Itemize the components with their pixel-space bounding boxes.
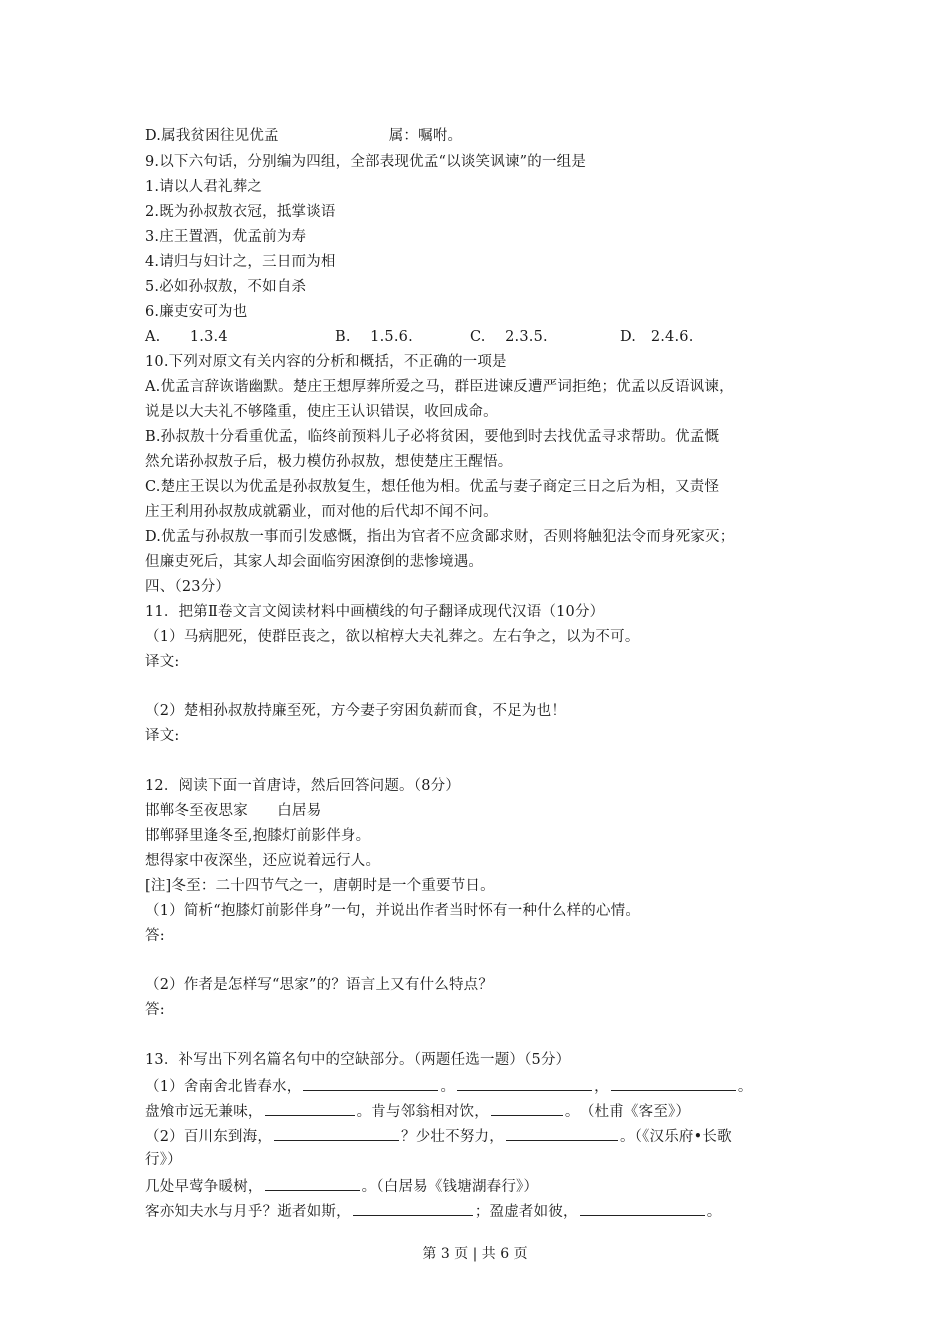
q10-stem: 10.下列对原文有关内容的分析和概括，不正确的一项是 [145,354,507,370]
fill-blank[interactable] [303,1075,438,1091]
q10-line: D.优孟与孙叔敖一事而引发感慨，指出为官者不应贪鄙求财，否则将触犯法令而身死家灭； [145,529,735,545]
q10-line: 然允诺孙叔敖子后，极力模仿孙叔敖，想使楚庄王醒悟。 [145,454,513,470]
q9-item: 5.必如孙叔敖，不如自杀 [145,279,307,295]
fill-blank[interactable] [457,1075,592,1091]
q12-poem-line: 想得家中夜深坐，还应说着远行人。 [145,853,381,869]
q12-answer-label-1: 答: [145,928,165,944]
q9-option-d: D. 2.4.6. [620,329,694,345]
q9-options [145,327,694,347]
fill-blank[interactable] [274,1125,399,1141]
q10-line: 说是以大夫礼不够隆重，使庄王认识错误，收回成命。 [145,404,498,420]
fill-blank[interactable] [611,1075,736,1091]
q13-line: （2）百川东到海， ？少壮不努力， 。（《汉乐府•长歌 [145,1125,732,1147]
q9-option-b: B. 1.5.6. [335,329,413,345]
q9-option-c: C. 2.3.5. [470,329,548,345]
q9-item: 1.请以人君礼葬之 [145,179,263,195]
q13-line: 行》） [145,1152,182,1168]
q10-line: C.楚庄王误以为优孟是孙叔敖复生，想任他为相。优孟与妻子商定三日之后为相，又责怪 [145,479,720,495]
q12-poem-line: 邯郸驿里逢冬至,抱膝灯前影伴身。 [145,828,371,844]
q9-item: 2.既为孙叔敖衣冠，抵掌谈语 [145,204,336,220]
q11-sentence-1: （1）马病肥死，使群臣丧之，欲以棺椁大夫礼葬之。左右争之，以为不可。 [145,629,640,645]
fill-blank[interactable] [265,1175,360,1191]
q12-subquestion-1: （1）简析“抱膝灯前影伴身”一句，并说出作者当时怀有一种什么样的心情。 [145,903,641,919]
page-footer: 第 3 页 | 共 6 页 [422,1246,528,1262]
q12-stem: 12．阅读下面一首唐诗，然后回答问题。（8分） [145,778,461,794]
q8-option-d-gloss: 属：嘱咐。 [388,128,463,144]
q11-answer-label-2: 译文: [145,728,180,744]
fill-blank[interactable] [491,1100,563,1116]
q9-item: 4.请归与妇计之，三日而为相 [145,254,336,270]
q10-line: A.优孟言辞诙谐幽默。楚庄王想厚葬所爱之马，群臣进谏反遭严词拒绝；优孟以反语讽谏， [145,379,734,395]
q9-item: 6.廉吏安可为也 [145,304,248,320]
fill-blank[interactable] [580,1200,705,1216]
fill-blank[interactable] [506,1125,618,1141]
section-four-title: 四、（23分） [145,579,231,595]
q12-answer-label-2: 答: [145,1002,165,1018]
q11-sentence-2: （2）楚相孙叔敖持廉至死，方今妻子穷困负薪而食，不足为也！ [145,703,567,719]
q11-stem: 11．把第Ⅱ卷文言文阅读材料中画横线的句子翻译成现代汉语（10分） [145,604,605,620]
q8-option-d [145,126,462,146]
q12-note: [注]冬至：二十四节气之一，唐朝时是一个重要节日。 [145,878,495,894]
q11-answer-label-1: 译文: [145,654,180,670]
q10-line: 但廉吏死后，其家人却会面临穷困潦倒的悲惨境遇。 [145,554,484,570]
q13-line: 客亦知夫水与月乎？逝者如斯， ；盈虚者如彼， 。 [145,1200,721,1222]
q9-item: 3.庄王置酒，优孟前为寿 [145,229,307,245]
fill-blank[interactable] [265,1100,355,1116]
q12-subquestion-2: （2）作者是怎样写“思家”的？语言上又有什么特点？ [145,977,494,993]
q10-line: 庄王利用孙叔敖成就霸业，而对他的后代却不闻不问。 [145,504,498,520]
q12-poem-title: 邯郸冬至夜思家 白居易 [145,803,322,819]
q13-line: 盘飧市远无兼味， 。肯与邻翁相对饮， 。 （杜甫《客至》） [145,1100,690,1122]
q13-stem: 13．补写出下列名篇名句中的空缺部分。（两题任选一题）（5分） [145,1052,571,1068]
q13-line: （1）舍南舍北皆春水， 。 ， 。 [145,1075,753,1097]
q9-stem: 9.以下六句话，分别编为四组，全部表现优孟“以谈笑讽谏”的一组是 [145,154,587,170]
q13-line: 几处早莺争暖树， 。（白居易《钱塘湖春行》） [145,1175,538,1197]
q9-option-a: A. 1.3.4 [145,329,228,345]
fill-blank[interactable] [353,1200,473,1216]
q10-line: B.孙叔敖十分看重优孟，临终前预料儿子必将贫困，要他到时去找优孟寻求帮助。优孟慨 [145,429,720,445]
q8-option-d-text: D.属我贫困往见优孟 [145,128,279,144]
